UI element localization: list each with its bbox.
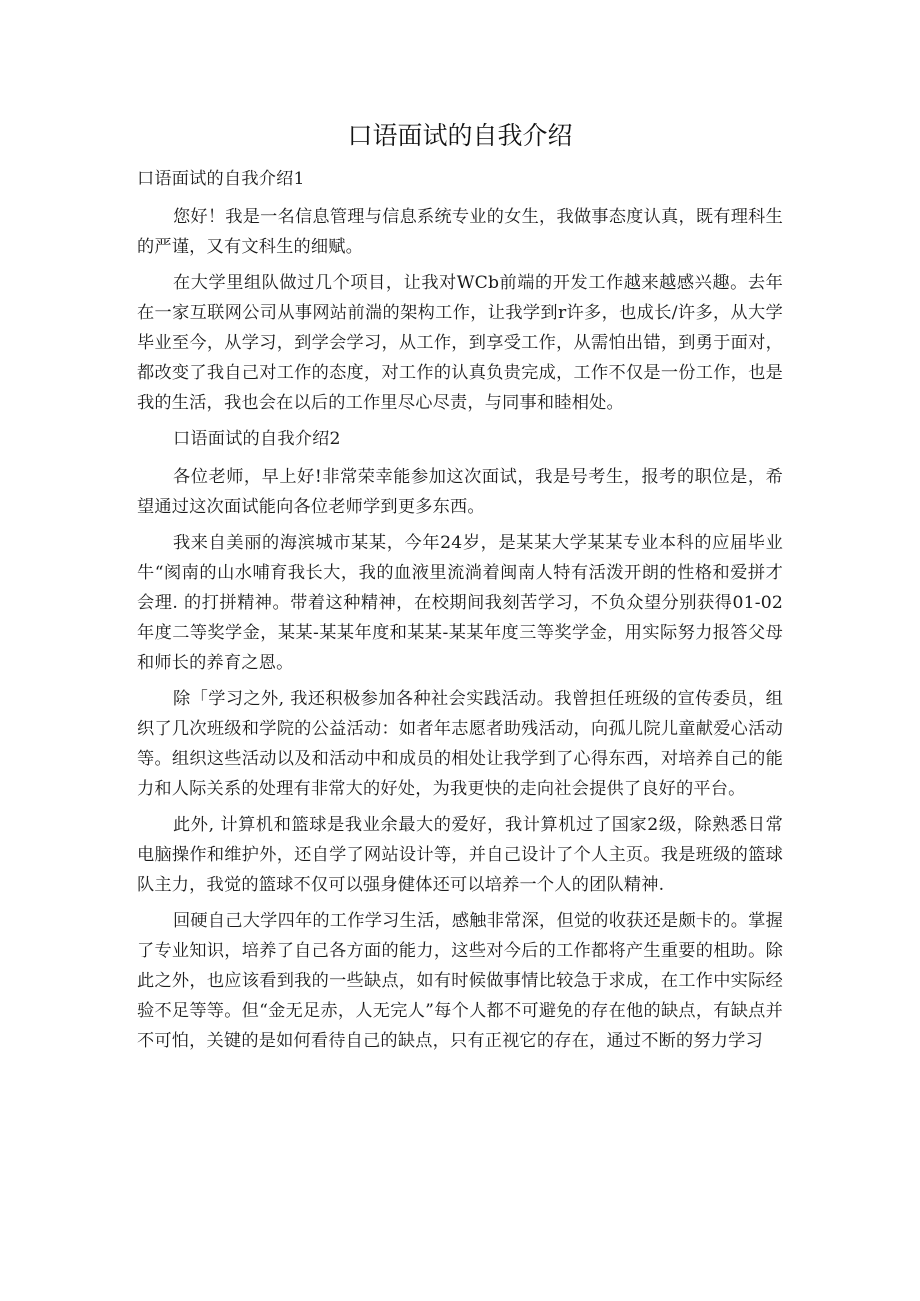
document-body [137, 164, 783, 1062]
paragraph: 除「学习之外, 我还积极参加各种社会实践活动。我曾担任班级的宣传委员，组织了几次班级和学院的公益活动：如者年志愿者助残活动，向孤儿院儿童献爱心活动等。组织这些活动以及和活动中和成员的相处让我学到了心得东西，对培养自己的能力和人际关系的处理有非常大的好处，为我更快的走向社会提供了良好的平台。 [137, 689, 783, 799]
paragraph: 您好！我是一名信息管理与信息系统专业的女生，我做事态度认真，既有理科生的严谨，又有文科生的细赋。 [137, 207, 783, 257]
paragraph: 此外, 计算机和篮球是我业余最大的爱好，我计算机过了国家2级，除熟悉日常电脑操作和维护外，还自学了网站设计等，并自己设计了个人主页。我是班级的篮球队主力，我觉的篮球不仅可以强身健体还可以培养一个人的团队精神. [137, 815, 783, 895]
section-heading-1: 口语面试的自我介绍1 [137, 169, 305, 189]
paragraph: 在大学里组队做过几个项目，让我对WCb前端的开发工作越来越感兴趣。去年在一家互联网公司从事网站前湍的架构工作，让我学到r许多，也成长/许多，从大学毕业至今，从学习，到学会学习，从工作，到享受工作，从需怕出错，到勇于面对，都改变了我自己对工作的态度，对工作的认真负贵完成，工作不仅是一份工作，也是我的生活，我也会在以后的工作里尽心尽责，与同事和睦相处。 [137, 273, 783, 413]
page-title: 口语面试的自我介绍 [347, 121, 573, 150]
paragraph: 各位老师，早上好!非常荣幸能参加这次面试，我是号考生，报考的职位是，希望通过这次面试能向各位老师学到更多东西。 [137, 467, 783, 517]
paragraph: 我来自美丽的海滨城市某某，今年24岁，是某某大学某某专业本科的应届毕业牛“阂南的山水哺育我长大，我的血液里流淌着闽南人特有活泼开朗的性格和爱拼才会理. 的打拼精神。带着这种精神，在校期间我刻苦学习，不负众望分别获得01-02年度二等奖学金，某某-某某年度和某某-某某年度三等奖学金，用实际努力报答父母和师长的养育之恩。 [137, 533, 783, 673]
section-heading-2: 口语面试的自我介绍2 [173, 429, 341, 449]
paragraph: 回硬自己大学四年的工作学习生活，感触非常深，但觉的收获还是颇卡的。掌握了专业知识，培养了自己各方面的能力，这些对今后的工作都将产生重要的柤助。除此之外，也应该看到我的一些缺点，如有时候做事情比较急于求成，在工作中实际经验不足等等。但“金无足赤，人无完人”每个人都不可避免的存在他的缺点，有缺点并不可怕，关键的是如何看待自己的缺点，只有正视它的存在，通过不断的努力学习 [137, 911, 783, 1051]
